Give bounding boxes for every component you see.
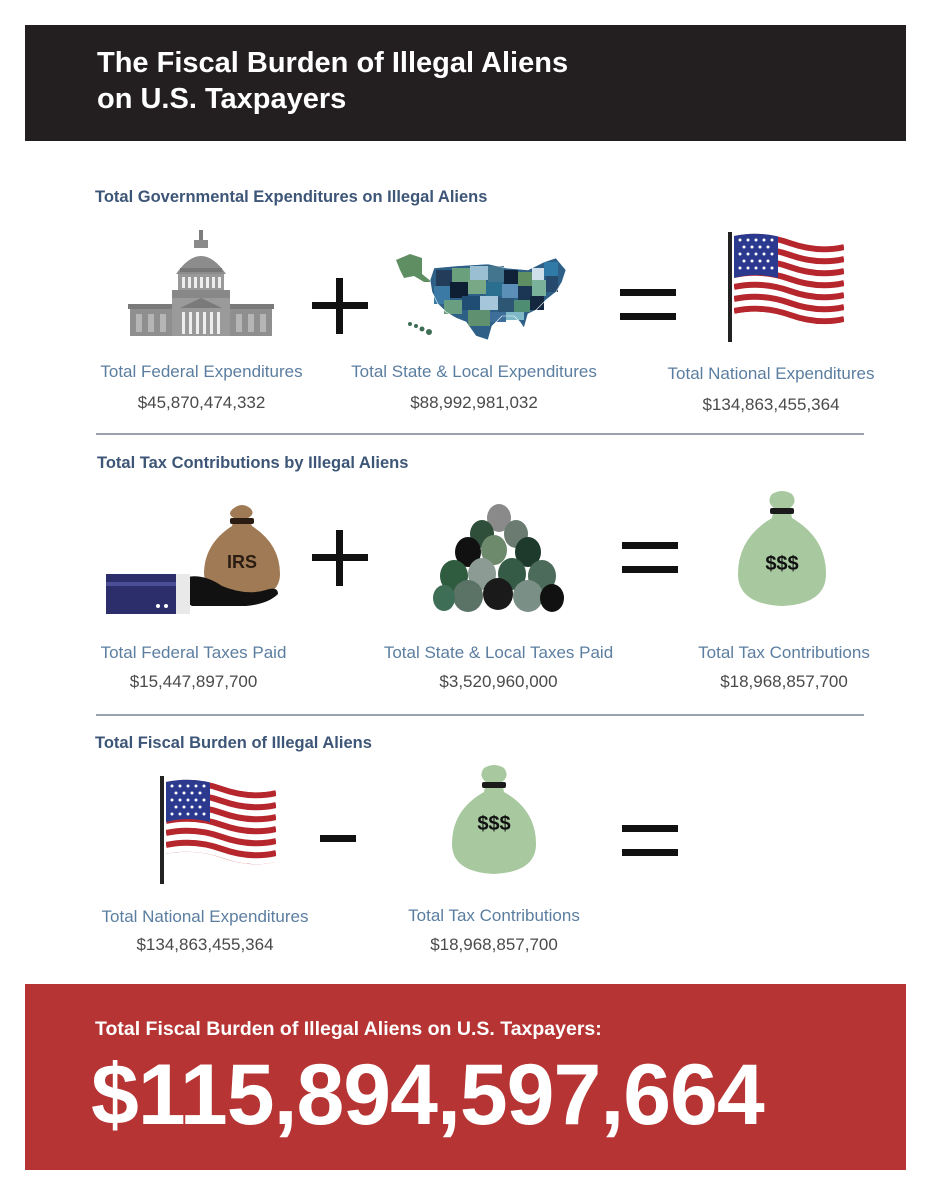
state-local-expenditures-amount: $88,992,981,032	[410, 393, 538, 412]
national-expenditures-label: Total National Expenditures	[667, 364, 875, 383]
federal-taxes-amount: $15,447,897,700	[129, 672, 258, 691]
irs-bag-text: IRS	[226, 552, 258, 572]
section-divider-1	[96, 433, 864, 435]
equals-operator-icon-2	[622, 542, 678, 574]
equals-operator-icon-3	[622, 825, 678, 857]
page-title	[97, 45, 797, 117]
burden-tax-contributions-amount: $18,968,857,700	[430, 935, 558, 954]
tax-contributions-amount: $18,968,857,700	[720, 672, 848, 691]
title-line-1: The Fiscal Burden of Illegal Aliens	[97, 47, 569, 79]
burden-heading: Total Fiscal Burden of Illegal Aliens	[95, 734, 372, 752]
us-map-icon	[396, 252, 576, 352]
federal-taxes-label: Total Federal Taxes Paid	[100, 643, 287, 662]
us-flag-icon-2	[160, 776, 280, 886]
taxes-heading: Total Tax Contributions by Illegal Aliens	[97, 454, 409, 472]
footer-banner	[25, 984, 906, 1170]
section-divider-2	[96, 714, 864, 716]
national-expenditures-amount: $134,863,455,364	[702, 395, 840, 414]
us-flag-icon	[728, 232, 848, 344]
total-fiscal-burden-amount: $115,894,597,664	[91, 1047, 764, 1143]
plus-operator-icon-2	[312, 530, 368, 586]
money-bag-text-2: $$$	[477, 813, 511, 835]
irs-money-bag-icon	[106, 500, 286, 618]
state-local-taxes-label: Total State & Local Taxes Paid	[383, 643, 614, 662]
state-local-taxes-amount: $3,520,960,000	[439, 672, 558, 691]
burden-national-expenditures-amount: $134,863,455,364	[136, 935, 274, 954]
money-bag-pile-icon	[432, 498, 566, 614]
tax-contributions-label: Total Tax Contributions	[698, 643, 870, 662]
federal-expenditures-amount: $45,870,474,332	[137, 393, 266, 412]
money-bag-icon	[734, 488, 830, 610]
federal-expenditures-label: Total Federal Expenditures	[100, 362, 303, 381]
burden-tax-contributions-label: Total Tax Contributions	[408, 906, 580, 925]
plus-operator-icon	[312, 278, 368, 334]
state-local-expenditures-label: Total State & Local Expenditures	[351, 362, 597, 381]
burden-national-expenditures-label: Total National Expenditures	[101, 907, 309, 926]
money-bag-icon-2	[448, 762, 540, 878]
minus-operator-icon	[320, 835, 356, 845]
expenditures-heading: Total Governmental Expenditures on Illegal Aliens	[95, 188, 488, 206]
title-line-2: on U.S. Taxpayers	[97, 83, 347, 115]
money-bag-text: $$$	[765, 553, 799, 575]
footer-title: Total Fiscal Burden of Illegal Aliens on U.S. Taxpayers:	[95, 1018, 602, 1040]
capitol-building-icon	[128, 230, 274, 338]
header-banner	[25, 25, 906, 141]
equals-operator-icon	[620, 289, 676, 321]
